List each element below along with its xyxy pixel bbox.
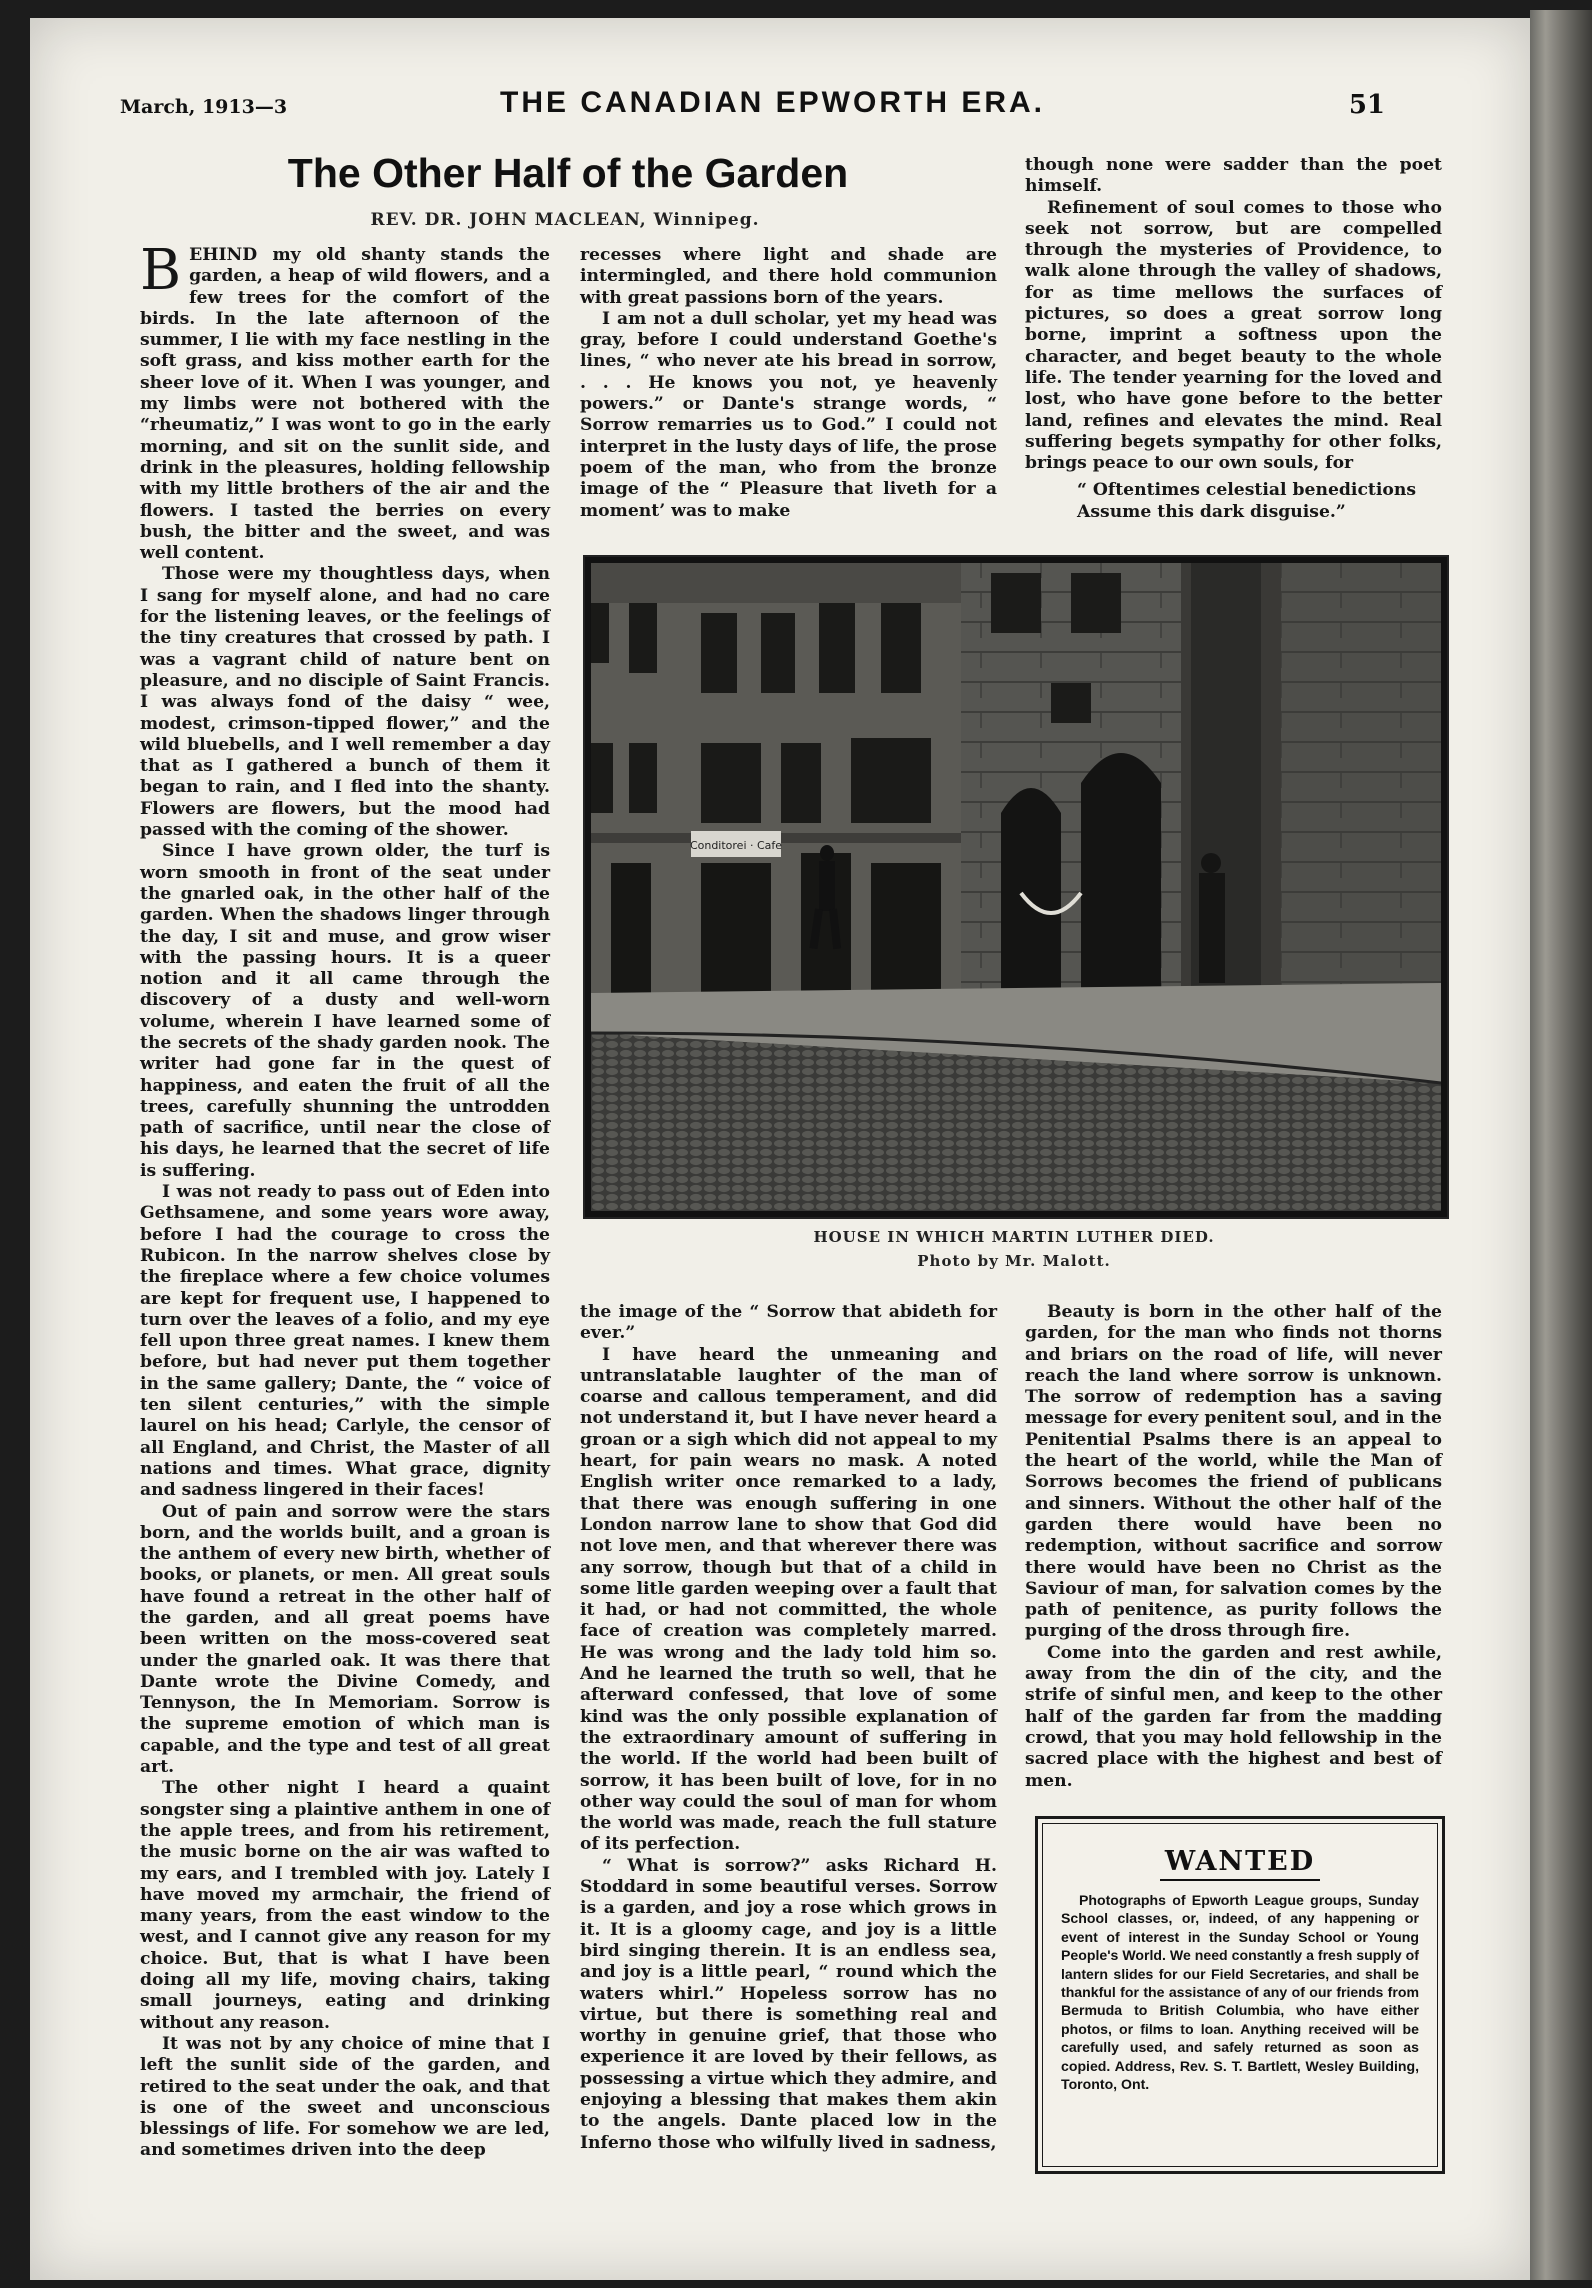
paragraph: Since I have grown older, the turf is worn smooth in front of the seat under the gnarled oak, in the other half of the garden. When the shadows linger through the day, I sit and muse, and grow wiser with the passing hours. It is a queer notion and it all came through the discovery of a dusty and well-worn volume, wherein I have learned some of the secrets of the shady garden nook. The writer had gone far in the quest of happiness, and eaten the fruit of all the trees, carefully shunning the untrodden path of sacrifice, until near the close of his days, he learned that the secret of life is suffering. xyxy=(140,841,550,1181)
running-header xyxy=(120,72,1420,122)
paragraph: BEHIND my old shanty stands the garden, a heap of wild flowers, and a few trees for the comfort of the birds. In the late afternoon of the summer, I lie with my face nestling in the soft grass, and kiss mother earth for the sheer love of it. When I was younger, and my limbs were not bothered with the “rheumatiz,” I was wont to go in the early morning, and sit on the sunlit side, and drink in the pleasures, holding fellowship with my little brothers of the air and the flowers. I tasted the berries on every bush, the bitter and the sweet, and was well content. xyxy=(140,238,550,564)
publication-title: THE CANADIAN EPWORTH ERA. xyxy=(500,86,1045,119)
wanted-notice-inner-border xyxy=(1042,1823,1438,2167)
column-2-top xyxy=(580,245,997,522)
paragraph: “ What is sorrow?” asks Richard H. Stoddard in some beautiful verses. Sorrow is a garden, and joy a rose which grows in it. It is a gloomy cage, and joy is a little bird singing therein. It is an endless sea, and joy is a little pearl, “ round which the waters whirl.” Hopeless sorrow has no virtue, but there is something real and worthy in genuine grief, that those who experience it are loved by their fellows, as possessing a virtue which they admire, and enjoying a blessing that makes them akin to the angels. Dante placed low in the Inferno those who wilfully lived in sadness, xyxy=(580,1855,997,2153)
page-number: 51 xyxy=(1348,90,1385,120)
street-photograph xyxy=(591,563,1441,1211)
photo-caption xyxy=(583,1228,1445,1270)
drop-cap: B xyxy=(140,238,182,303)
paragraph: Beauty is born in the other half of the garden, for the man who finds not thorns and briars on the road of life, will never reach the land where sorrow is unknown. The sorrow of redemption has a saving message for every penitent soul, and in the Penitential Psalms there is an appeal to the heart of the world, while the Man of Sorrows becomes the friend of publicans and sinners. Without the other half of the garden there would have been no redemption, without sacrifice and sorrow there would have been no Christ as the Saviour of man, for salvation comes by the path of penitence, as purity follows the purging of the dross through fire. xyxy=(1025,1302,1442,1642)
paragraph: I have heard the unmeaning and untranslatable laughter of the man of coarse and callous temperament, and did not understand it, but I have never heard a groan or a sigh which did not appeal to my heart, for pain wears no mask. A noted English writer once remarked to a lady, that there was enough suffering in one London narrow lane to show that God did not love men, and that wherever there was any sorrow, though but that of a child in some litle garden weeping over a fault that it had, or had not committed, the whole face of creation was completely marred. He was wrong and the lady told him so. And he learned the truth so well, that he afterward confessed, that love of some kind was the only possible explanation of the extraordinary amount of suffering in the world. If the world had been built of sorrow, it has been built of love, for in no other way could the soul of man for whom the world was made, reach the full stature of its perfection. xyxy=(580,1344,997,1855)
paragraph: Those were my thoughtless days, when I sang for myself alone, and had no care for the listening leaves, or the feelings of the tiny creatures that crossed by path. I was a vagrant child of nature bent on pleasure, and no disciple of Saint Francis. I was always fond of the daisy “ wee, modest, crimson-tipped flower,” and the wild bluebells, and I well remember a day that as I gathered a bunch of them it began to rain, and I fled into the shanty. Flowers are flowers, but the mood had passed with the coming of the shower. xyxy=(140,564,550,841)
photo-luther-house xyxy=(583,555,1449,1219)
poem-quote-line: Assume this dark disguise.” xyxy=(1077,501,1346,522)
photo-credit: Photo by Mr. Malott. xyxy=(917,1252,1111,1270)
article-title: The Other Half of the Garden xyxy=(287,150,849,196)
paragraph: I am not a dull scholar, yet my head was gray, before I could understand Goethe's lines, “ who never ate his bread in sorrow, . . . He knows you not, ye heavenly powers.” or Dante's strange words, “ Sorrow remarries us to God.” I could not interpret in the lusty days of life, the prose poem of the man, who from the bronze image of the “ Pleasure that liveth for a moment’ was to make xyxy=(580,308,997,521)
column-3-top xyxy=(1025,155,1442,523)
wanted-heading-rule xyxy=(1160,1879,1320,1881)
paragraph: It was not by any choice of mine that I left the sunlit side of the garden, and retired to the seat under the oak, and that is one of the sweet and unconscious blessings of life. For somehow we are led, and sometimes driven into the deep xyxy=(140,2033,550,2161)
paragraph: Refinement of soul comes to those who seek not sorrow, but are compelled through the mysteries of Providence, to walk alone through the valley of shadows, for as time mellows the surfaces of pictures, so does a great sorrow long borne, imprint a softness upon the character, and beget beauty to the whole life. The tender yearning for the loved and lost, who have gone before to the better land, refines and elevates the mind. Real suffering begets sympathy for other folks, brings peace to our own souls, for xyxy=(1025,197,1442,474)
paragraph: recesses where light and shade are intermingled, and there hold communion with great passions born of the years. xyxy=(580,245,997,308)
issue-date: March, 1913—3 xyxy=(120,96,288,118)
paragraph: the image of the “ Sorrow that abideth for ever.” xyxy=(580,1302,997,1344)
paragraph: Come into the garden and rest awhile, away from the din of the city, and the strife of sinful men, and keep to the other half of the garden far from the madding crowd, that you may hold fellowship in the sacred place with the highest and best of men. xyxy=(1025,1642,1442,1791)
column-3-bottom xyxy=(1025,1302,1442,1792)
paragraph: The other night I heard a quaint songster sing a plaintive anthem in one of the apple trees, and from his retirement, the music borne on the air was wafted to my ears, and I trembled with joy. Lately I have moved my armchair, the friend of many years, from the east window to the west, and I cannot give any reason for my choice. But, that is what I have been doing all my life, moving chairs, taking small journeys, eating and drinking without any reason. xyxy=(140,1778,550,2033)
caption-title: HOUSE IN WHICH MARTIN LUTHER DIED. xyxy=(813,1228,1215,1246)
article-byline: REV. DR. JOHN MACLEAN, Winnipeg. xyxy=(370,210,760,230)
paragraph: though none were sadder than the poet himself. xyxy=(1025,155,1442,197)
poem-quote-line: “ Oftentimes celestial benedictions xyxy=(1077,480,1417,501)
wanted-body: Photographs of Epworth League groups, Sunday School classes, or, indeed, of any happening or event of interest in the Sunday School or Young People's World. We need constantly a fresh supply of lantern slides for our Field Secretaries, and shall be thankful for the assistance of any of our friends from Bermuda to British Columbia, who have either photos, or films to loan. Anything received will be carefully used, and safely returned as soon as copied. Address, Rev. S. T. Bartlett, Wesley Building, Toronto, Ont. xyxy=(1061,1892,1419,2093)
column-2-bottom xyxy=(580,1302,997,2154)
column-1 xyxy=(140,238,550,2162)
wanted-notice-box xyxy=(1035,1816,1445,2174)
book-binding-edge xyxy=(1530,10,1592,2280)
paragraph: Out of pain and sorrow were the stars born, and the worlds built, and a groan is the anthem of every new birth, whether of books, or planets, or men. All great souls have found a retreat in the other half of the garden, and all great poems have been written on the moss-covered seat under the gnarled oak. It was there that Dante wrote the Divine Comedy, and Tennyson, the In Memoriam. Sorrow is the supreme emotion of which man is capable, and the type and test of all great art. xyxy=(140,1501,550,1778)
shop-sign-text: Conditorei · Cafe xyxy=(689,839,783,852)
paragraph: I was not ready to pass out of Eden into Gethsamene, and some years wore away, before I had the courage to cross the Rubicon. In the narrow shelves close by the fireplace where a few choice volumes are kept for frequent use, I happened to turn over the leaves of a folio, and my eye fell upon three great names. I knew them before, but had never put them together in the same gallery; Dante, the “ voice of ten silent centuries,” with the simple laurel on his head; Carlyle, the censor of all England, and Christ, the Master of all nations and times. What grace, dignity and sadness lingered in their faces! xyxy=(140,1182,550,1501)
wanted-heading: WANTED xyxy=(1164,1846,1316,1877)
